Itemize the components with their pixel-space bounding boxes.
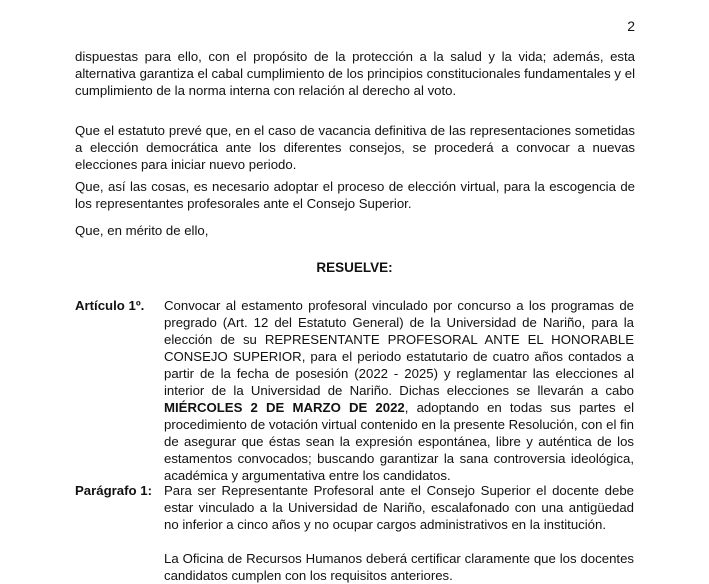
paragraph-1-label: Parágrafo 1:: [75, 483, 152, 498]
page-number: 2: [627, 18, 635, 34]
article-1-text-before: Convocar al estamento profesoral vinculado por concurso a los programas de pregrado (Art. 12 del Estatuto General) de la Universidad de Nariño, para la elección de su REPRESENTANTE PROFESORAL ANTE EL HONORABLE CONSEJO SUPERIOR, para el periodo estatutario de cuatro años contados a partir de la fecha de posesión (2022 - 2025) y reglamentar las elecciones al interior de la Universidad de Nariño. Dichas elecciones se llevarán a cabo: [164, 298, 634, 398]
article-1-text-after: , adoptando en todas sus partes el procedimiento de votación virtual contenido en la presente Resolución, con el fin de asegurar que éstas sean la expresión espontánea, libre y auténtica de los estamentos convocados; buscando garantizar la sana controversia ideológica, académica y argumentativa entre los candidatos.: [164, 400, 635, 483]
article-1-label: Artículo 1º.: [75, 298, 145, 313]
paragraph-1: [75, 482, 635, 584]
paragraph-1-certification: La Oficina de Recursos Humanos deberá certificar claramente que los docentes candidatos cumplen con los requisitos anteriores.: [164, 551, 634, 583]
paragraph-vacancy: Que el estatuto prevé que, en el caso de vacancia definitiva de las representaciones sometidas a elección democrática ante los diferentes consejos, se procederá a convocar a nuevas elecciones para iniciar nuevo periodo.: [75, 123, 635, 172]
article-1: [75, 297, 635, 484]
election-date: MIÉRCOLES 2 DE MARZO DE 2022: [164, 400, 405, 415]
paragraph-1-requirements: Para ser Representante Profesoral ante el Consejo Superior el docente debe estar vinculado a la Universidad de Nariño, escalafonado con una antigüedad no inferior a cinco años y no ocupar cargos administrativos en la institución.: [164, 483, 634, 532]
paragraph-virtual-election: Que, así las cosas, es necesario adoptar el proceso de elección virtual, para la escogencia de los representantes profesorales ante el Consejo Superior.: [75, 179, 635, 211]
resolution-heading: RESUELVE:: [316, 260, 393, 275]
article-1-body: [164, 297, 634, 484]
paragraph-continuation: dispuestas para ello, con el propósito de la protección a la salud y la vida; además, esta alternativa garantiza el cabal cumplimiento de los principios constitucionales fundamentales y el cumplimiento de la norma interna con relación al derecho al voto.: [75, 49, 635, 98]
paragraph-1-body: [164, 482, 634, 584]
paragraph-merit: Que, en mérito de ello,: [75, 223, 209, 238]
